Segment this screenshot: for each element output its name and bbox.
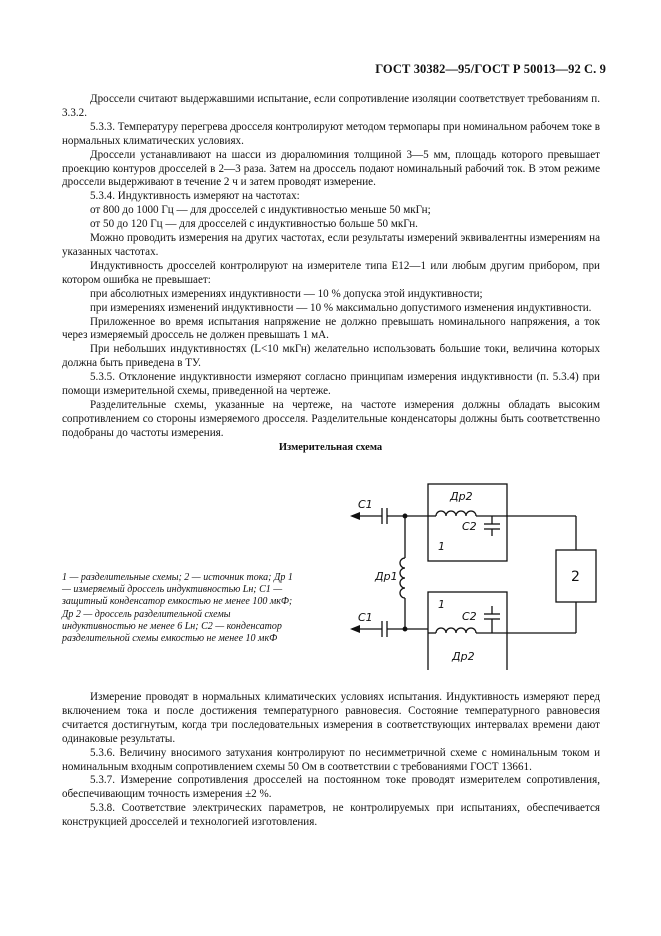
paragraph: 5.3.3. Температуру перегрева дросселя контролируют методом термопары при номинальном рабочем токе в нормальных климатических условиях. xyxy=(62,120,600,147)
junction-dot xyxy=(403,514,407,518)
paragraph: Можно проводить измерения на других частотах, если результаты измерений эквивалентны измерениям на указанных частотах. xyxy=(62,232,600,258)
paragraph: При небольших индуктивностях (L<10 мкГн) желательно использовать большие токи, величина которых должна быть приведена в ТУ. xyxy=(62,343,600,370)
label-dr2-top: Др2 xyxy=(450,490,473,503)
label-c1-top: C1 xyxy=(358,498,373,511)
arrow-left-icon xyxy=(350,512,360,520)
inductor-dr2-bottom xyxy=(436,628,476,633)
label-box2: 2 xyxy=(571,569,580,585)
arrow-left-icon xyxy=(350,625,360,633)
main-text xyxy=(62,93,600,441)
paragraph: от 50 до 120 Гц — для дросселей с индуктивностью больше 50 мкГн. xyxy=(90,218,418,231)
paragraph: 5.3.8. Соответствие электрических параметров, не контролируемых при испытаниях, обеспечивается конструкцией дросселей и технологией изготовления. xyxy=(62,802,600,829)
inductor-dr1 xyxy=(400,558,405,598)
paragraph: Дроссели считают выдержавшими испытание, если сопротивление изоляции соответствует требованиям п. 3.3.2. xyxy=(62,93,600,119)
label-c2-top: C2 xyxy=(462,520,477,533)
paragraph: 5.3.6. Величину вносимого затухания контролируют по несимметричной схеме с номинальным током и номинальным входным сопротивлением схемы 50 Ом в соответствии с требованиями ГОСТ 13661. xyxy=(62,746,600,773)
label-box1-top: 1 xyxy=(438,540,445,553)
inductor-dr2-top xyxy=(436,511,476,516)
paragraph: Дроссели устанавливают на шасси из дюралюминия толщиной 3—5 мм, площадь которого превышает проекцию контуров дросселей в 2—3 раза. Затем на дроссель подают номинальный рабочий ток. В этом режиме дроссели выдерживают в течение 2 ч и затем проводят измерение. xyxy=(62,148,600,189)
bottom-text xyxy=(62,691,600,830)
paragraph: 5.3.5. Отклонение индуктивности измеряют согласно принципам измерения индуктивности (п. 5.3.4) при помощи измерительной схемы, приведенной на чертеже. xyxy=(62,371,600,398)
label-dr2-bottom: Др2 xyxy=(452,650,475,663)
figure-title: Измерительная схема xyxy=(278,442,383,453)
label-c1-bottom: C1 xyxy=(358,611,373,624)
paragraph: при измерениях изменений индуктивности — 10 % максимально допустимого изменения индуктивности. xyxy=(90,301,592,314)
paragraph: Приложенное во время испытания напряжение не должно превышать номинального напряжения, а ток через измеряемый дроссель не должен превышать 1 мА. xyxy=(62,315,600,342)
paragraph: при абсолютных измерениях индуктивности — 10 % допуска этой индуктивности; xyxy=(90,287,483,300)
label-box1-bottom: 1 xyxy=(438,598,445,611)
paragraph: Индуктивность дросселей контролируют на измерителе типа Е12—1 или любым другим прибором, при котором ошибка не превышает: xyxy=(62,259,600,286)
label-dr1: Др1 xyxy=(375,570,398,583)
paragraph: 5.3.7. Измерение сопротивления дросселей на постоянном токе проводят измерителем сопротивления, обеспечивающим точность измерения ±2 %. xyxy=(62,774,600,801)
label-c2-bottom: C2 xyxy=(462,610,477,623)
page-header: ГОСТ 30382—95/ГОСТ Р 50013—92 С. 9 xyxy=(375,62,606,76)
figure-legend: 1 — разделительные схемы; 2 — источник тока; Др 1 — измеряемый дроссель индуктивностью Lн; С1 — защитный конденсатор емкостью не менее 100 мкФ; Др 2 — дроссель разделительной схемы индуктивностью не менее 6 Lн; С2 — конденсатор разделительной схемы емкостью не менее 10 мкФ xyxy=(62,572,293,645)
paragraph: от 800 до 1000 Гц — для дросселей с индуктивностью меньше 50 мкГн; xyxy=(90,204,431,217)
paragraph: Измерение проводят в нормальных климатических условиях испытания. Индуктивность измеряют перед включением тока и после достижения температурного равновесия. Состояние температурного равновесия считается достигнутым, когда три последовательных измерения в соответствующих интервалах времени дают одинаковые результаты. xyxy=(62,691,600,745)
paragraph: Разделительные схемы, указанные на чертеже, на частоте измерения должны обладать высоким сопротивлением со стороны измеряемого дросселя. Разделительные конденсаторы должны быть соответственно подобраны до частоты измерения. xyxy=(62,398,600,439)
paragraph: 5.3.4. Индуктивность измеряют на частотах: xyxy=(90,190,300,203)
